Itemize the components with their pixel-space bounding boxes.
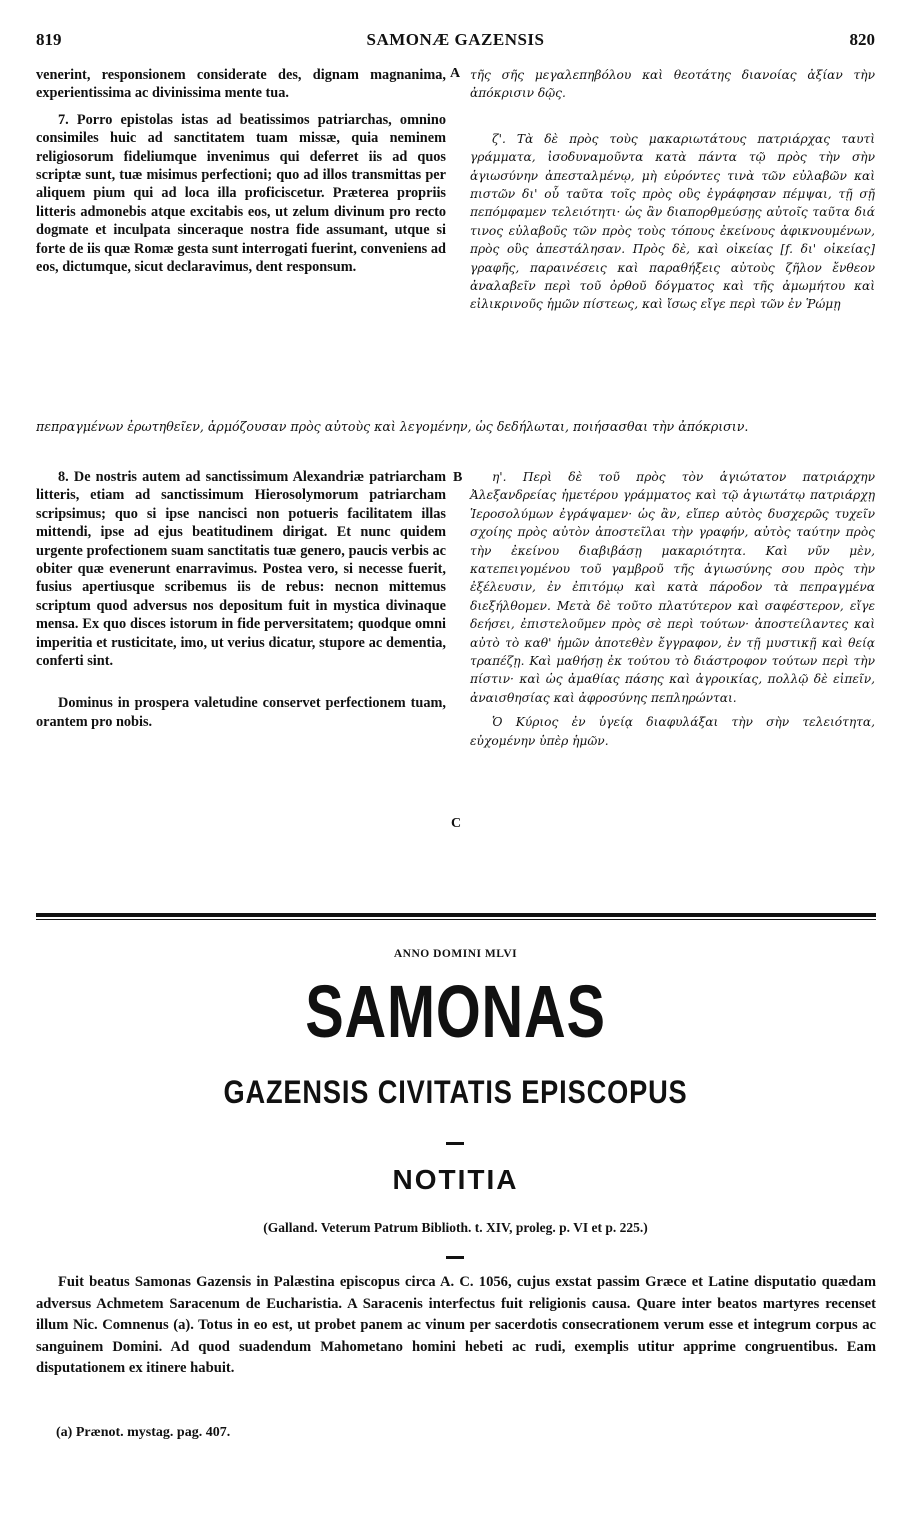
running-head: [36, 30, 875, 54]
latin-closing: Dominus in prospera valetudine conservet perfectionem tuam, orantem pro nobis.: [36, 695, 446, 730]
margin-mark-a: A: [450, 66, 461, 81]
greek-fullwidth-continuation: πεπραγμένων ἐρωτηθεῖεν, ἁρμόζουσαν πρὸς αὐτοὺς καὶ λεγομένην, ὡς δεδήλωται, ποιήσασθαι τὴν ἀπόκρισιν.: [36, 419, 749, 434]
margin-mark-c: C: [451, 816, 462, 831]
latin-paragraph-8: 8. De nostris autem ad sanctissimum Alexandriæ patriarcham litteris, etiam ad sanctissimum Hierosolymorum patriarcham scripsimus; quo si ipse nancisci non potueris facilitatem illas mittendi, ipse ad ejus beatitudinem dirigat. Et nunc quidem urgente profectionem suam sanctitatis tuæ genero, paucis verbis ac obiter quæ evenerunt enarravimus. Postea vero, si necesse fuerit, fusius apertiusque scribemus iis de rebus: necnon mittemus scriptum quod adversus nos depositum fuit in mystica divinaque mensa. Ex quo disces istorum in fide perversitatem; quodque omni imperitia et rusticitate, imo, ut verius dicatur, stupore ac dementia, conferti sint.: [36, 469, 446, 670]
latin-column-bottom: [36, 468, 446, 731]
greek-closing: Ὁ Κύριος ἐν ὑγείᾳ διαφυλάξαι τὴν σὴν τελειότητα, εὐχομένην ὑπὲρ ἡμῶν.: [470, 715, 875, 748]
margin-mark-b: B: [453, 470, 463, 485]
divider-dash-2: [446, 1256, 464, 1259]
section-title: SAMONAS: [305, 970, 606, 1053]
greek-paragraph-1: τῆς σῆς μεγαλεπηβόλου καὶ θεοτάτης διανοίας ἀξίαν τὴν ἀπόκρισιν δῷς.: [470, 68, 875, 101]
section-rule-thick: [36, 913, 876, 917]
latin-paragraph-7: 7. Porro epistolas istas ad beatissimos patriarchas, omnino consimiles huic ad sanctitatem tuam missæ, quia neminem religiosorum fideliumque invenimus qui deferret iis ad quos scriptæ sunt, tuæ misimus perfectioni; quo ad illos transmittas per aliquem pium qui ad loca illa proficiscetur. Præterea propriis litteris admonebis atque excitabis eos, ut zelum divinum pro recto dogmate et inculpata sinceraque nostra fide assumant, utque si forte de iis quæ Romæ gesta sunt interrogati fuerint, conveniens ad eos, dictumque, sicut declaravimus, dent responsum.: [36, 111, 446, 276]
anno-domini-heading: ANNO DOMINI MLVI: [393, 948, 518, 960]
greek-column-bottom: [470, 468, 875, 750]
notitia-heading: NOTITIA: [392, 1164, 519, 1195]
page-number-right: 820: [849, 30, 875, 49]
section-rule-thin: [36, 919, 876, 920]
greek-paragraph-8: η'. Περὶ δὲ τοῦ πρὸς τὸν ἁγιώτατον πατριάρχην Ἀλεξανδρείας ἡμετέρου γράμματος καὶ τῷ ἁγιωτάτῳ πατριάρχῃ Ἱεροσολύμων ἐγράψαμεν· ὡς ἂν, εἴπερ αὐτὸς δυσχερῶς τυχεῖν σχοίης πρὸς αὐτὸν ἀποστεῖλαι τὴν γραφήν, αὐτὸς ταύτην πρὸς τὴν ἐκείνου διαβιβάσῃ μακαριότητα. Καὶ νῦν μὲν, κατεπειγομένου τοῦ γαμβροῦ τῆς ἁγιωσύνης σου πρὸς τὴν ἐξέλευσιν, ἐν ἐπιτόμῳ καὶ κατὰ πάροδον τὰ πεπραγμένα διεξήλθομεν. Μετὰ δὲ τοῦτο πλατύτερον καὶ σαφέστερον, εἴγε δεήσει, ἐπιστελοῦμεν πρὸς σὲ περὶ τούτων· ἀποστείλαντες καὶ αὐτὸ τὸ καθ' ἡμῶν ἀποτεθὲν ἔγγραφον, ἐν τῇ μυστικῇ καὶ θείᾳ τραπέζῃ. Καὶ μαθήσῃ ἐκ τούτου τὸ διάστροφον τούτων περὶ τὴν πίστιν· καὶ ὡς ἀμαθίας πάσης καὶ ἀγροικίας, πολλῷ δὲ εἰπεῖν, ἀναισθησίας καὶ ἀφροσύνης πεπληρώνται.: [470, 470, 875, 705]
divider-dash-1: [446, 1142, 464, 1145]
running-title: SAMONÆ GAZENSIS: [366, 30, 545, 49]
latin-column-top: [36, 66, 446, 276]
source-reference: (Galland. Veterum Patrum Biblioth. t. XIV, proleg. p. VI et p. 225.): [263, 1220, 648, 1235]
page-number-left: 819: [36, 30, 62, 49]
notitia-body: Fuit beatus Samonas Gazensis in Palæstina episcopus circa A. C. 1056, cujus exstat passim Græce et Latine disputatio quædam adversus Achmetem Saracenum de Eucharistia. A Saracenis interfectus fuit religionis causa. Quare inter beatos martyres recenset illum Nic. Comnenus (a). Totus in eo est, ut probet panem ac vinum per sacerdotis consecrationem verum esse et integrum corpus ac sanguinem Domini. Ad quod suadendum Mahometano homini hebeti ac rudi, exemplis utitur apprime congruentibus. Eam disputationem ex itinere habuit.: [36, 1274, 876, 1377]
greek-paragraph-7: ζ'. Τὰ δὲ πρὸς τοὺς μακαριωτάτους πατριάρχας ταυτὶ γράμματα, ἰσοδυναμοῦντα κατὰ πάντα τῷ πρὸς τὴν σὴν ἁγιωσύνην ἀπεσταλμένῳ, μὴ εὑρόντες τινὰ τῶν εὐλαβῶν καὶ πιστῶν δι' οὗ ταῦτα τοῖς πρὸς οὓς ἐγράφησαν πέμψαι, τῇ σῇ πεπόμφαμεν τελειότητι· ὡς ἂν διαπορθμεύσῃς αὐτοῖς ταῦτα διά τινος εὐλαβοῦς τῶν πρὸς τοὺς τόπους ἐκείνους ἀφικνουμένων, πρὸς οὓς ἀπεστάλησαν. Πρὸς δὲ, καὶ οἰκείας [f. δι' οἰκείας] γραφῆς, παραινέσεις καὶ παραθήξεις αὐτοὺς ζῆλον ἔνθεον ἀναλαβεῖν περὶ τοῦ ὀρθοῦ δόγματος καὶ τῆς ἀμωμήτου καὶ εἰλικρινοῦς ἡμῶν πίστεως, καὶ ἴσως εἴγε περὶ τῶν ἐν Ῥώμῃ: [470, 131, 875, 312]
footnote: (a) Prænot. mystag. pag. 407.: [56, 1425, 231, 1440]
latin-paragraph-1: venerint, responsionem considerate des, dignam magnanima, experientissima ac divinissima mente tua.: [36, 67, 446, 102]
greek-column-top: [470, 66, 875, 314]
section-subtitle: GAZENSIS CIVITATIS EPISCOPUS: [223, 1074, 688, 1110]
